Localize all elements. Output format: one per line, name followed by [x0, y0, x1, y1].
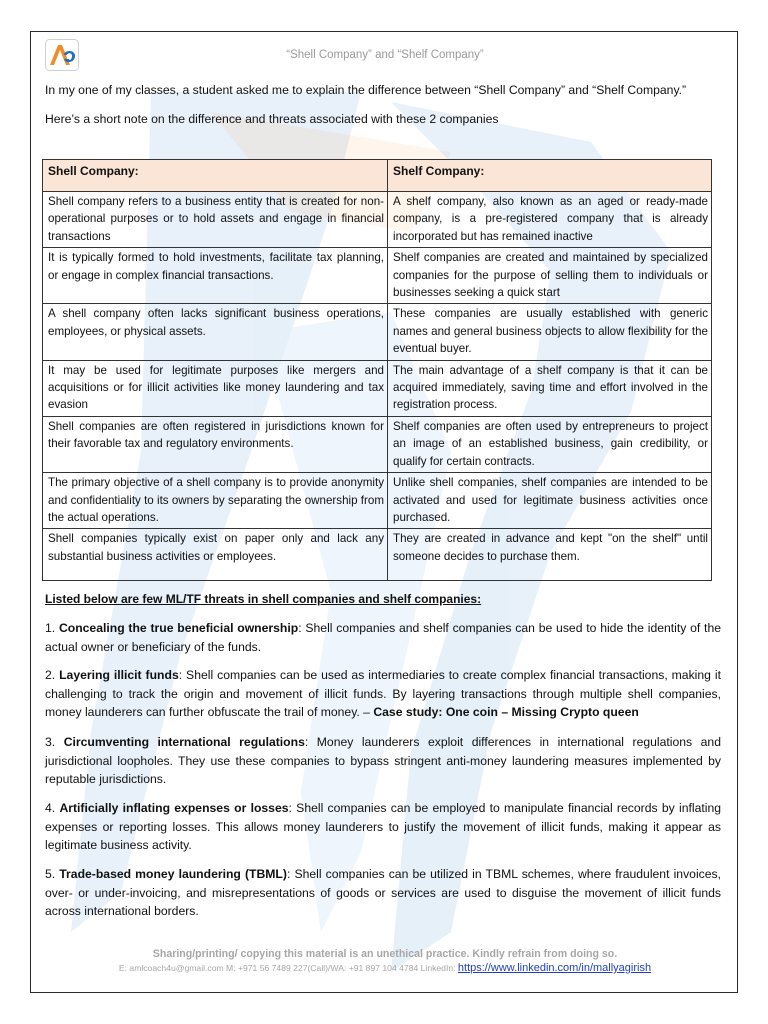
- document-page: [30, 31, 738, 993]
- threats-heading: Listed below are few ML/TF threats in shell companies and shelf companies:: [45, 592, 482, 606]
- shell-cell: Shell company refers to a business entity that is created for non-operational purposes or to hold assets and engage in financial transactions: [43, 192, 388, 248]
- threat-number: 1.: [45, 621, 59, 635]
- threat-title: Circumventing international regulations: [63, 735, 305, 749]
- shelf-cell: Unlike shell companies, shelf companies are intended to be activated and used for legitimate business activities once purchased.: [388, 473, 712, 529]
- threat-title: Trade-based money laundering (TBML): [59, 867, 287, 881]
- threat-title: Layering illicit funds: [59, 668, 179, 682]
- header-shelf-company: Shelf Company:: [388, 160, 712, 192]
- threat-number: 3.: [45, 735, 64, 749]
- shelf-cell: A shelf company, also known as an aged or ready-made company, is a pre-registered company that is already incorporated but has remained inactive: [388, 192, 712, 248]
- threat-text: : Money launderers exploit differences in international regulations and jurisdictional loopholes. They use these companies to bypass stringent anti-money laundering measures implemented by reputable jurisdictions.: [45, 735, 721, 786]
- header-shell-company: Shell Company:: [43, 160, 388, 192]
- linkedin-link[interactable]: https://www.linkedin.com/in/mallyagirish: [457, 962, 652, 974]
- intro-summary: Here’s a short note on the difference and threats associated with these 2 companies: [45, 112, 499, 126]
- threat-item: [45, 799, 721, 855]
- shell-cell: The primary objective of a shell company is to provide anonymity and confidentiality to its owners by separating the ownership from the actual operations.: [43, 473, 388, 529]
- table-row: [43, 192, 712, 248]
- shelf-cell: They are created in advance and kept "on the shelf" until someone decides to purchase them.: [388, 529, 712, 581]
- threat-text: : Shell companies and shelf companies can be used to hide the identity of the actual owner or beneficiary of the funds.: [45, 621, 722, 654]
- shell-cell: Shell companies typically exist on paper only and lack any substantial business activities or employees.: [43, 529, 388, 581]
- table-row: [43, 529, 712, 581]
- table-row: [43, 473, 712, 529]
- comparison-table: [42, 159, 712, 581]
- threat-text: : Shell companies can be used as intermediaries to create complex financial transactions, making it challenging to track the origin and movement of illicit funds. By layering transactions through multiple shell companies, money launderers can further obfuscate the trail of money. –: [45, 668, 721, 719]
- shell-cell: It is typically formed to hold investments, facilitate tax planning, or engage in complex financial transactions.: [43, 248, 388, 304]
- intro-question: In my one of my classes, a student asked me to explain the difference between “Shell Company” and “Shelf Company.”: [45, 83, 687, 97]
- shell-cell: It may be used for legitimate purposes like mergers and acquisitions or for illicit activities like money laundering and tax evasion: [43, 360, 388, 416]
- threat-number: 5.: [45, 867, 60, 881]
- threat-title: Artificially inflating expenses or losses: [59, 801, 289, 815]
- shelf-cell: Shelf companies are created and maintained by specialized companies for the purpose of selling them to individuals or businesses seeking a quick start: [388, 248, 712, 304]
- footer-contact: [31, 962, 738, 974]
- threat-item: [45, 666, 721, 722]
- threat-text: : Shell companies can be utilized in TBML schemes, where fraudulent invoices, over- or under-invoicing, and misrepresentations of goods or services are used to disguise the movement of illicit funds across international borders.: [45, 867, 721, 918]
- table-row: [43, 360, 712, 416]
- threat-text: : Shell companies can be employed to manipulate financial records by inflating expenses or reporting losses. This allows money launderers to justify the movement of illicit funds, making it appear as legitimate business activity.: [45, 801, 721, 852]
- header-title: “Shell Company” and “Shelf Company”: [286, 49, 484, 61]
- shelf-cell: The main advantage of a shelf company is that it can be acquired immediately, saving time and effort involved in the registration process.: [388, 360, 712, 416]
- threat-item: [45, 619, 721, 656]
- threat-item: [45, 733, 721, 789]
- threat-number: 2.: [45, 668, 60, 682]
- shell-cell: A shell company often lacks significant business operations, employees, or physical assets.: [43, 304, 388, 360]
- shelf-cell: These companies are usually established with generic names and general business objects to allow flexibility for the eventual buyer.: [388, 304, 712, 360]
- contact-details: E: amlcoach4u@gmail.com M: +971 56 7489 227(Call)/WA: +91 897 104 4784 LinkedIn:: [118, 963, 458, 973]
- shelf-cell: Shelf companies are often used by entrepreneurs to project an image of an established business, gain credibility, or qualify for certain contracts.: [388, 416, 712, 472]
- threat-number: 4.: [45, 801, 60, 815]
- threat-item: [45, 865, 721, 921]
- table-row: [43, 416, 712, 472]
- threat-title: Concealing the true beneficial ownership: [58, 621, 299, 635]
- table-row: [43, 304, 712, 360]
- table-row: [43, 248, 712, 304]
- footer-copyright-notice: Sharing/printing/ copying this material is an unethical practice. Kindly refrain from doing so.: [152, 948, 618, 960]
- shell-cell: Shell companies are often registered in jurisdictions known for their favorable tax and regulatory environments.: [43, 416, 388, 472]
- table-header-row: [43, 160, 712, 192]
- case-study-reference: Case study: One coin – Missing Crypto queen: [373, 705, 639, 719]
